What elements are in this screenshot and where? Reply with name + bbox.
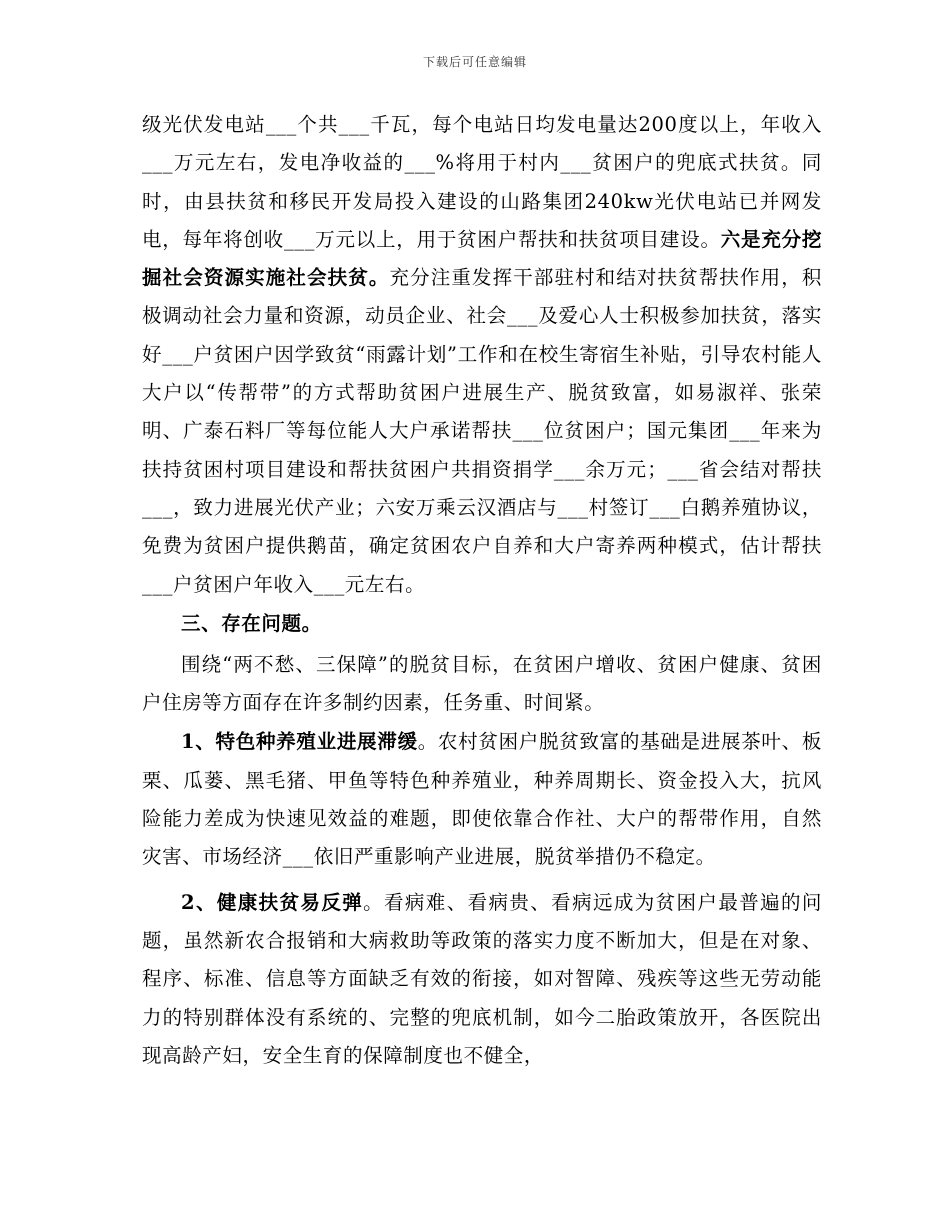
document-body: [142, 106, 822, 1075]
paragraph-text: 级光伏发电站___个共___千瓦，每个电站日均发电量达200度以上，年收入___万元左右，发电净收益的___%将用于村内___贫困户的兜底式扶贫。同时，由县扶贫和移民开发局投入建设的山路集团240kw光伏电站已并网发电，每年将创收___万元以上，用于贫困户帮扶和扶贫项目建设。: [142, 113, 822, 251]
page-header: 下载后可任意编辑: [422, 55, 527, 69]
paragraph-text: 充分注重发挥干部驻村和结对扶贫帮扶作用，积极调动社会力量和资源，动员企业、社会___及爱心人士积极参加扶贫，落实好___户贫困户因学致贫“雨露计划”工作和在校生寄宿生补贴，引导农村能人大户以“传帮带”的方式帮助贫困户进展生产、脱贫致富，如易淑祥、张荣明、广泰石料厂等每位能人大户承诺帮扶___位贫困户；国元集团___年来为扶持贫困村项目建设和帮扶贫困户共捐资捐学___余万元；___省会结对帮扶___，致力进展光伏产业；六安万乘云汉酒店与___村签订___白鹅养殖协议，免费为贫困户提供鹅苗，确定贫困农户自养和大户寄养两种模式，估计帮扶___户贫困户年收入___元左右。: [142, 266, 822, 596]
paragraph-text: 。看病难、看病贵、看病远成为贫困户最普遍的问题，虽然新农合报销和大病救助等政策的落实力度不断加大，但是在对象、程序、标准、信息等方面缺乏有效的衔接，如对智障、残疾等这些无劳动能力的特别群体没有系统的、完整的兜底机制，如今二胎政策放开，各医院出现高龄产妇，安全生育的保障制度也不健全，: [142, 890, 823, 1067]
paragraph-problems-intro: 围绕“两不愁、三保障”的脱贫目标，在贫困户增收、贫困户健康、贫困户住房等方面存在许多制约因素，任务重、时间紧。: [142, 652, 822, 715]
section-heading-problems: 三、存在问题。: [181, 611, 322, 635]
bold-heading-social-poverty: 六是充分挖掘社会资源实施社会扶贫。: [142, 227, 822, 290]
paragraph-solar-and-social-poverty: [142, 106, 822, 604]
bold-heading-health: 2、健康扶贫易反弹: [181, 890, 364, 914]
bold-heading-breeding: 1、特色种养殖业进展滞缓: [181, 730, 418, 754]
paragraph-text: 。农村贫困户脱贫致富的基础是进展茶叶、板栗、瓜蒌、黑毛猪、甲鱼等特色种养殖业，种养周期长、资金投入大，抗风险能力差成为快速见效益的难题，即使依靠合作社、大户的帮带作用，自然灾害、市场经济___依旧严重影响产业进展，脱贫举措仍不稳定。: [142, 730, 822, 869]
paragraph-breeding-industry: [142, 723, 822, 876]
paragraph-health-poverty: [142, 884, 822, 1075]
